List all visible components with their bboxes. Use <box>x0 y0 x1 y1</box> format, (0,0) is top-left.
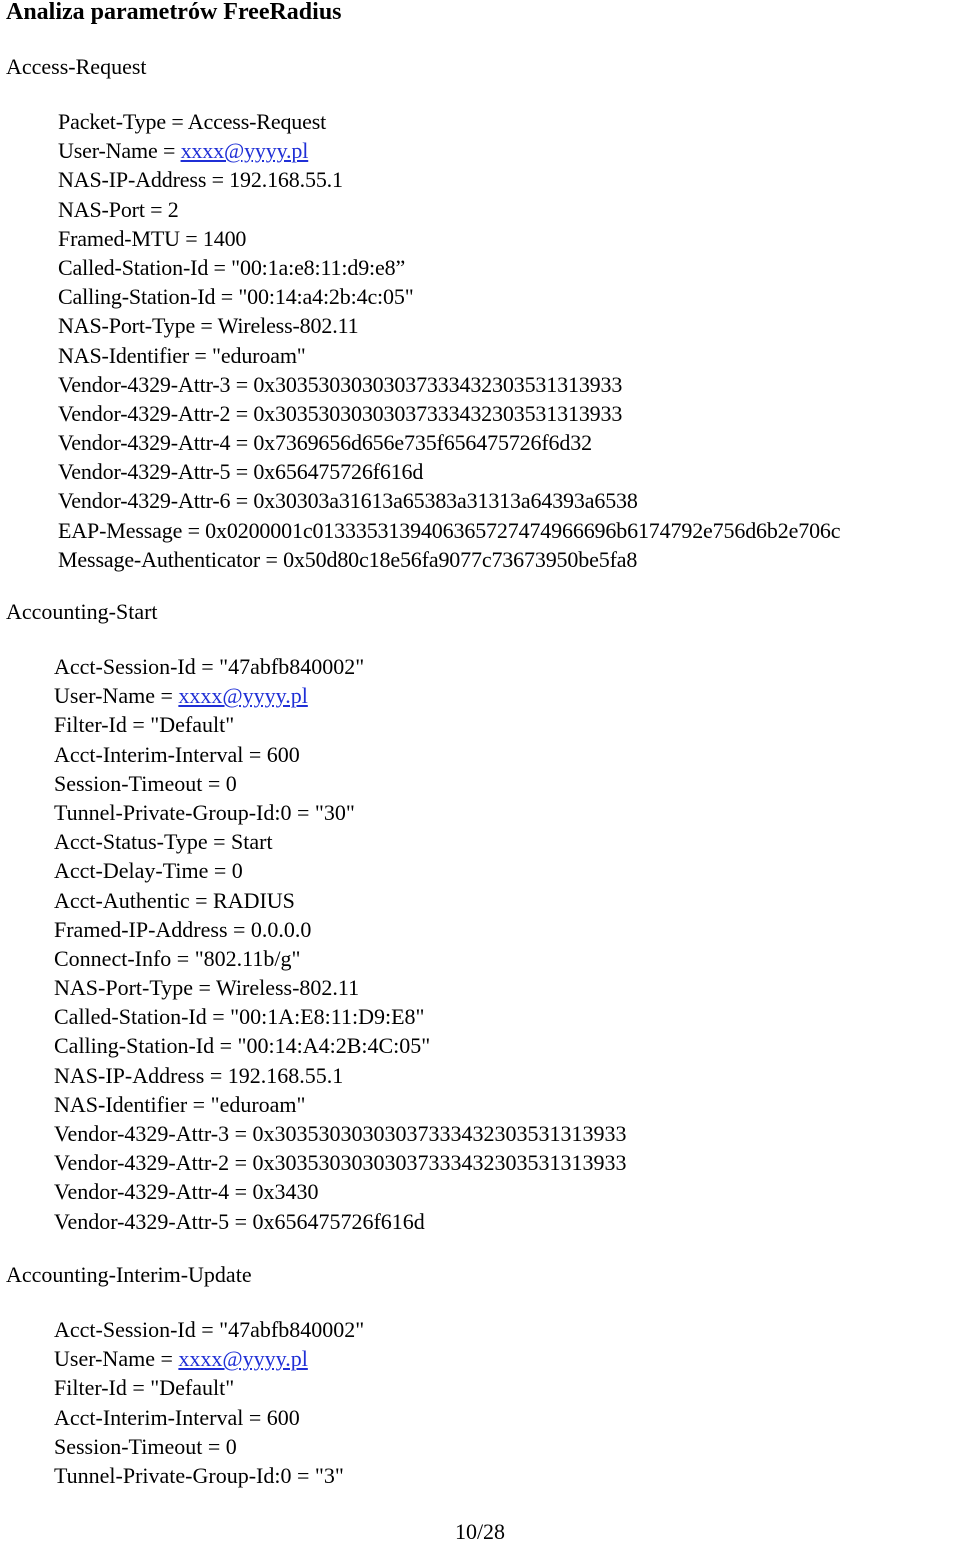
attribute-line <box>58 165 840 194</box>
attribute-text: Vendor-4329-Attr-3 = 0x30353030303037333432303531313933 <box>54 1121 627 1146</box>
attribute-text: Message-Authenticator = 0x50d80c18e56fa9077c73673950be5fa8 <box>58 546 638 572</box>
section-heading-accounting-interim-update: Accounting-Interim-Update <box>6 1262 252 1287</box>
attribute-line <box>58 516 840 545</box>
attribute-line <box>54 798 626 827</box>
attribute-text: User-Name = <box>54 1346 179 1372</box>
attribute-line <box>54 1002 626 1031</box>
attribute-line <box>58 457 840 486</box>
email-link[interactable]: xxxx@yyyy.pl <box>178 683 308 709</box>
attribute-line <box>54 856 626 885</box>
attribute-text: Vendor-4329-Attr-2 = 0x30353030303037333432303531313933 <box>58 400 623 426</box>
section-heading-access-request: Access-Request <box>6 54 147 79</box>
attribute-line <box>54 1061 626 1090</box>
attribute-line <box>54 652 626 681</box>
attribute-text: Called-Station-Id = "00:1A:E8:11:D9:E8" <box>54 1004 425 1030</box>
attribute-text: Acct-Session-Id = "47abfb840002" <box>54 654 365 679</box>
attribute-line <box>54 1119 626 1148</box>
section-heading-accounting-start: Accounting-Start <box>6 599 158 624</box>
attribute-line <box>54 1148 626 1177</box>
attribute-line <box>58 486 840 515</box>
attribute-text: Acct-Authentic = RADIUS <box>54 887 295 913</box>
attribute-line <box>54 1031 626 1060</box>
attribute-line <box>54 1177 626 1206</box>
attribute-line <box>54 973 626 1002</box>
attribute-line <box>54 710 626 739</box>
attribute-text: Filter-Id = "Default" <box>54 712 235 738</box>
email-link[interactable]: xxxx@yyyy.pl <box>178 1346 308 1372</box>
attribute-line <box>58 195 840 224</box>
attribute-text: Filter-Id = "Default" <box>54 1375 235 1401</box>
attribute-text: Acct-Interim-Interval = 600 <box>54 741 300 767</box>
attribute-text: Acct-Delay-Time = 0 <box>54 858 243 884</box>
attribute-line <box>58 370 840 399</box>
attribute-text: EAP-Message = 0x0200001c0133353139406365727474966696b6174792e756d6b2e706c <box>58 517 841 543</box>
attribute-text: Calling-Station-Id = "00:14:a4:2b:4c:05" <box>58 284 414 310</box>
attribute-text: Tunnel-Private-Group-Id:0 = "3" <box>54 1462 344 1488</box>
attribute-line <box>54 1344 364 1373</box>
attribute-text: Vendor-4329-Attr-4 = 0x3430 <box>54 1179 319 1205</box>
attribute-line <box>54 886 626 915</box>
attribute-text: User-Name = <box>58 138 181 164</box>
attribute-text: Session-Timeout = 0 <box>54 770 237 796</box>
attribute-line <box>54 944 626 973</box>
page-title: Analiza parametrów FreeRadius <box>6 0 342 25</box>
attribute-text: NAS-Identifier = "eduroam" <box>54 1091 306 1117</box>
attribute-line <box>58 136 840 165</box>
accounting-start-attributes <box>54 652 626 1236</box>
attribute-line <box>54 1373 364 1402</box>
attribute-line <box>54 1432 364 1461</box>
attribute-line <box>54 1461 364 1490</box>
attribute-line <box>58 545 840 574</box>
attribute-line <box>58 282 840 311</box>
attribute-line <box>54 1315 364 1344</box>
attribute-line <box>58 428 840 457</box>
attribute-text: NAS-Identifier = "eduroam" <box>58 342 306 368</box>
attribute-text: Framed-IP-Address = 0.0.0.0 <box>54 916 312 942</box>
attribute-text: User-Name = <box>54 683 179 709</box>
attribute-text: Vendor-4329-Attr-5 = 0x656475726f616d <box>58 459 424 485</box>
attribute-text: Vendor-4329-Attr-6 = 0x30303a31613a65383a31313a64393a6538 <box>58 488 638 514</box>
page-number: 10/28 <box>454 1519 506 1544</box>
attribute-line <box>58 341 840 370</box>
attribute-text: NAS-Port-Type = Wireless-802.11 <box>58 313 359 339</box>
attribute-text: Packet-Type = Access-Request <box>58 109 327 134</box>
attribute-line <box>54 769 626 798</box>
attribute-text: NAS-Port-Type = Wireless-802.11 <box>54 975 360 1001</box>
attribute-text: Vendor-4329-Attr-5 = 0x656475726f616d <box>54 1208 425 1234</box>
attribute-text: NAS-IP-Address = 192.168.55.1 <box>54 1062 344 1088</box>
attribute-line <box>54 915 626 944</box>
attribute-line <box>58 253 840 282</box>
attribute-text: Connect-Info = "802.11b/g" <box>54 945 301 971</box>
attribute-text: Acct-Session-Id = "47abfb840002" <box>54 1317 365 1342</box>
email-link[interactable]: xxxx@yyyy.pl <box>180 138 309 164</box>
attribute-text: Acct-Status-Type = Start <box>54 829 273 855</box>
attribute-text: NAS-Port = 2 <box>58 196 179 222</box>
attribute-text: Session-Timeout = 0 <box>54 1433 237 1459</box>
attribute-text: Vendor-4329-Attr-4 = 0x7369656d656e735f656475726f6d32 <box>58 430 592 456</box>
attribute-text: Called-Station-Id = "00:1a:e8:11:d9:e8” <box>58 254 406 280</box>
attribute-line <box>58 224 840 253</box>
attribute-text: Tunnel-Private-Group-Id:0 = "30" <box>54 799 355 825</box>
attribute-line <box>54 681 626 710</box>
attribute-line <box>54 740 626 769</box>
attribute-text: Acct-Interim-Interval = 600 <box>54 1404 300 1430</box>
accounting-interim-update-attributes <box>54 1315 364 1490</box>
attribute-line <box>54 1090 626 1119</box>
attribute-line <box>54 1403 364 1432</box>
attribute-line <box>54 1207 626 1236</box>
attribute-line <box>58 399 840 428</box>
attribute-line <box>58 311 840 340</box>
attribute-line <box>58 107 840 136</box>
access-request-attributes <box>58 107 840 574</box>
attribute-text: Vendor-4329-Attr-3 = 0x30353030303037333432303531313933 <box>58 371 623 397</box>
attribute-text: Calling-Station-Id = "00:14:A4:2B:4C:05" <box>54 1033 431 1059</box>
attribute-text: Framed-MTU = 1400 <box>58 225 247 251</box>
attribute-line <box>54 827 626 856</box>
attribute-text: Vendor-4329-Attr-2 = 0x30353030303037333432303531313933 <box>54 1150 627 1176</box>
attribute-text: NAS-IP-Address = 192.168.55.1 <box>58 167 343 193</box>
